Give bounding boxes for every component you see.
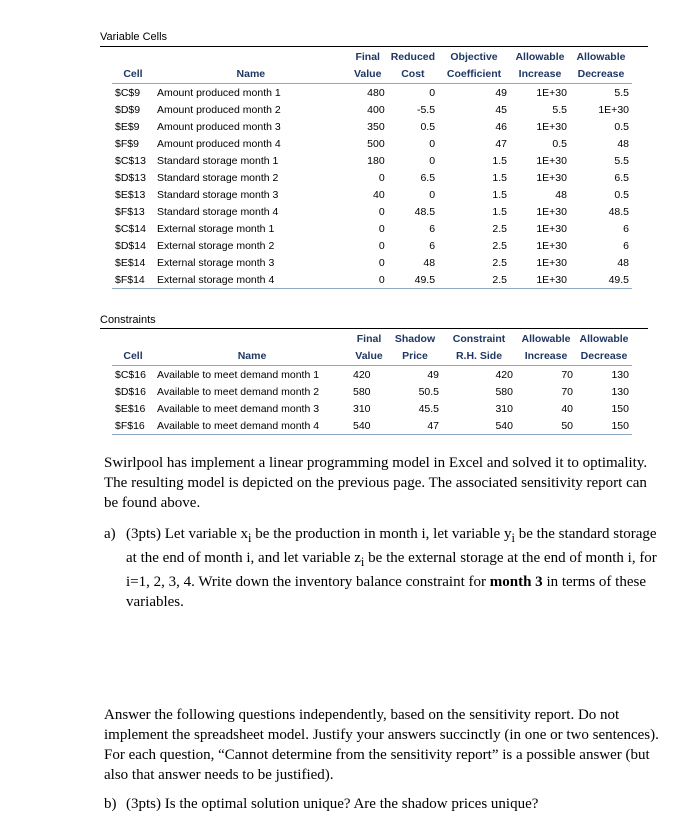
cell-final: 400 bbox=[367, 103, 385, 116]
cell-objective: 2.5 bbox=[438, 271, 510, 289]
cell-final: 310 bbox=[353, 402, 371, 415]
constraints-rule bbox=[100, 328, 648, 329]
table-row bbox=[112, 220, 632, 237]
question-a-label: a) bbox=[104, 526, 116, 542]
cell-cell: $D$13 bbox=[115, 171, 146, 184]
cell-cell: $E$14 bbox=[115, 256, 146, 269]
cell-inc: 1E+30 bbox=[536, 86, 567, 99]
con-header-final-1: Final bbox=[356, 333, 382, 345]
cell-shadow: 45.5 bbox=[418, 402, 439, 415]
qa-part: be the external storage at the end of month i, for i=1, 2, 3, 4. Write down the inventory balance constraint for bbox=[126, 550, 657, 590]
cell-dec: 0.5 bbox=[614, 120, 629, 133]
cell-cell: $C$16 bbox=[115, 368, 146, 381]
cell-cell: $C$14 bbox=[115, 222, 146, 235]
cell-rhs: 310 bbox=[495, 402, 513, 415]
con-header-allow-dec-2: Decrease bbox=[576, 347, 632, 366]
instructions-paragraph: Answer the following questions independently, based on the sensitivity report. Do not implement the spreadsheet model. Justify your answers succinctly (in one or two sentences). For each question, “Cannot determine from the sensitivity report” is a possible answer (but also that answer needs to be justified). bbox=[104, 707, 659, 783]
question-a bbox=[104, 524, 664, 612]
cell-dec: 130 bbox=[611, 385, 629, 398]
cell-final: 0 bbox=[378, 256, 385, 269]
cell-final: 0 bbox=[378, 239, 385, 252]
variable-cells-title: Variable Cells bbox=[100, 31, 168, 43]
header-allow-dec-1: Allowable bbox=[576, 51, 626, 63]
cell-reduced: 48 bbox=[423, 256, 436, 269]
cell-final: 40 bbox=[373, 188, 385, 201]
cell-reduced: 0.5 bbox=[420, 120, 436, 133]
cell-reduced: -5.5 bbox=[416, 103, 436, 116]
cell-objective: 47 bbox=[495, 137, 507, 150]
cell-dec: 1E+30 bbox=[598, 103, 629, 116]
cell-objective: 1.5 bbox=[492, 171, 507, 184]
cell-final: 0 bbox=[378, 222, 385, 235]
qa-part: (3pts) Let variable x bbox=[126, 526, 249, 542]
cell-inc: 5.5 bbox=[552, 103, 567, 116]
cell-inc: 1E+30 bbox=[536, 222, 567, 235]
cell-reduced: 0 bbox=[429, 154, 436, 167]
cell-final: 350 bbox=[367, 120, 385, 133]
cell-name: Available to meet demand month 2 bbox=[157, 385, 320, 398]
cell-rhs: 540 bbox=[442, 417, 516, 435]
table-row bbox=[112, 254, 632, 271]
con-header-rhs-2: R.H. Side bbox=[442, 347, 516, 366]
header-allow-dec-2: Decrease bbox=[570, 65, 632, 84]
con-header-shadow-1: Shadow bbox=[394, 333, 436, 345]
constraints-title: Constraints bbox=[100, 314, 156, 326]
cell-final: 0 bbox=[378, 171, 385, 184]
cell-inc: 0.5 bbox=[552, 137, 567, 150]
cell-cell: $D$14 bbox=[115, 239, 146, 252]
cell-reduced: 0 bbox=[429, 137, 436, 150]
cell-name: Amount produced month 3 bbox=[156, 120, 281, 133]
cell-dec: 150 bbox=[611, 402, 629, 415]
qa-part: be the standard storage at the end of month i, and let variable z bbox=[126, 526, 657, 566]
cell-cell: $F$13 bbox=[115, 205, 145, 218]
cell-final: 0 bbox=[348, 271, 388, 289]
intro-paragraph: Swirlpool has implement a linear programming model in Excel and solved it to optimality. The resulting model is depicted on the previous page. The associated sensitivity report can be found above. bbox=[104, 455, 648, 511]
header-allow-inc-1: Allowable bbox=[515, 51, 565, 63]
cell-name: Standard storage month 4 bbox=[156, 205, 279, 218]
cell-cell: $C$9 bbox=[115, 86, 141, 99]
cell-inc: 40 bbox=[561, 402, 573, 415]
cell-dec: 5.5 bbox=[614, 86, 629, 99]
header-final-1: Final bbox=[355, 51, 380, 63]
cell-final: 500 bbox=[367, 137, 385, 150]
table-row bbox=[112, 186, 632, 203]
cell-objective: 2.5 bbox=[492, 222, 507, 235]
cell-dec: 48.5 bbox=[608, 205, 629, 218]
con-header-shadow-2: Price bbox=[388, 347, 442, 366]
qa-bold: month 3 bbox=[489, 574, 543, 590]
cell-name: Amount produced month 4 bbox=[156, 137, 281, 150]
cell-name: External storage month 1 bbox=[156, 222, 275, 235]
cell-inc: 48 bbox=[555, 188, 567, 201]
cell-name: Amount produced month 2 bbox=[156, 103, 281, 116]
header-objective-2: Coefficient bbox=[438, 65, 510, 84]
cell-dec: 6 bbox=[623, 222, 629, 235]
cell-name: Amount produced month 1 bbox=[156, 86, 281, 99]
cell-name: External storage month 3 bbox=[156, 256, 275, 269]
cell-dec: 130 bbox=[611, 368, 629, 381]
cell-inc: 50 bbox=[516, 417, 576, 435]
header-name: Name bbox=[154, 65, 348, 84]
cell-dec: 48 bbox=[617, 137, 629, 150]
cell-reduced: 6 bbox=[429, 222, 436, 235]
cell-shadow: 50.5 bbox=[418, 385, 439, 398]
qa-part: be the production in month i, let variable y bbox=[251, 526, 512, 542]
cell-objective: 1.5 bbox=[492, 154, 507, 167]
cell-objective: 45 bbox=[495, 103, 507, 116]
cell-inc: 1E+30 bbox=[536, 171, 567, 184]
table-row bbox=[112, 152, 632, 169]
question-b-text: (3pts) Is the optimal solution unique? Are the shadow prices unique? bbox=[126, 796, 539, 812]
cell-inc: 70 bbox=[561, 385, 573, 398]
question-a-text bbox=[126, 524, 664, 612]
con-header-cell: Cell bbox=[112, 347, 154, 366]
con-header-rhs-1: Constraint bbox=[452, 333, 506, 345]
table-row bbox=[112, 135, 632, 152]
table-row bbox=[112, 366, 632, 384]
table-row bbox=[112, 203, 632, 220]
qa-sub: i bbox=[511, 531, 515, 545]
variable-cells-table bbox=[112, 49, 632, 289]
cell-rhs: 420 bbox=[495, 368, 513, 381]
table-row bbox=[112, 417, 632, 435]
header-reduced-2: Cost bbox=[388, 65, 438, 84]
cell-objective: 49 bbox=[495, 86, 507, 99]
cell-inc: 1E+30 bbox=[536, 154, 567, 167]
header-reduced-1: Reduced bbox=[390, 51, 436, 63]
cell-inc: 1E+30 bbox=[536, 239, 567, 252]
qa-part: in terms of these variables. bbox=[126, 574, 646, 610]
cell-final: 580 bbox=[353, 385, 371, 398]
cell-name: Available to meet demand month 1 bbox=[157, 368, 320, 381]
cell-name: Available to meet demand month 3 bbox=[157, 402, 320, 415]
cell-final: 420 bbox=[353, 368, 371, 381]
header-allow-inc-2: Increase bbox=[510, 65, 570, 84]
cell-final: 480 bbox=[367, 86, 385, 99]
cell-reduced: 48.5 bbox=[414, 205, 436, 218]
question-b-label: b) bbox=[104, 796, 117, 812]
cell-reduced: 0 bbox=[429, 86, 436, 99]
cell-shadow: 47 bbox=[388, 417, 442, 435]
con-header-allow-dec-1: Allowable bbox=[579, 333, 629, 345]
table-row bbox=[112, 118, 632, 135]
cell-reduced: 6 bbox=[429, 239, 436, 252]
cell-dec: 48 bbox=[617, 256, 629, 269]
cell-name: Standard storage month 3 bbox=[156, 188, 279, 201]
cell-name: External storage month 2 bbox=[156, 239, 275, 252]
table-row bbox=[112, 383, 632, 400]
cell-rhs: 580 bbox=[495, 385, 513, 398]
table-row bbox=[112, 101, 632, 118]
cell-cell: $D$9 bbox=[115, 103, 141, 116]
cell-cell: $C$13 bbox=[115, 154, 146, 167]
cell-cell: $D$16 bbox=[115, 385, 146, 398]
cell-inc: 70 bbox=[561, 368, 573, 381]
cell-final: 540 bbox=[350, 417, 388, 435]
question-b bbox=[104, 794, 664, 814]
cell-reduced: 6.5 bbox=[420, 171, 436, 184]
cell-name: Standard storage month 2 bbox=[156, 171, 279, 184]
cell-name: Standard storage month 1 bbox=[156, 154, 279, 167]
cell-reduced: 0 bbox=[429, 188, 436, 201]
cell-dec: 5.5 bbox=[614, 154, 629, 167]
cell-cell: $F$16 bbox=[112, 417, 154, 435]
table-row bbox=[112, 400, 632, 417]
cell-inc: 1E+30 bbox=[536, 120, 567, 133]
cell-objective: 2.5 bbox=[492, 256, 507, 269]
cell-name: External storage month 4 bbox=[154, 271, 348, 289]
table-row bbox=[112, 237, 632, 254]
cell-inc: 1E+30 bbox=[510, 271, 570, 289]
header-objective-1: Objective bbox=[450, 51, 498, 63]
cell-final: 180 bbox=[367, 154, 385, 167]
con-header-final-2: Value bbox=[350, 347, 388, 366]
constraints-table bbox=[112, 331, 632, 435]
cell-cell: $E$13 bbox=[115, 188, 146, 201]
cell-reduced: 49.5 bbox=[388, 271, 438, 289]
cell-dec: 150 bbox=[576, 417, 632, 435]
cell-shadow: 49 bbox=[427, 368, 439, 381]
cell-cell: $F$14 bbox=[112, 271, 154, 289]
table-row bbox=[112, 84, 632, 102]
cell-objective: 2.5 bbox=[492, 239, 507, 252]
qa-sub: i bbox=[360, 555, 365, 569]
table-row bbox=[112, 271, 632, 289]
cell-objective: 1.5 bbox=[492, 205, 507, 218]
cell-dec: 6.5 bbox=[614, 171, 629, 184]
cell-final: 0 bbox=[378, 205, 385, 218]
cell-objective: 1.5 bbox=[492, 188, 507, 201]
cell-dec: 0.5 bbox=[614, 188, 629, 201]
con-header-allow-inc-2: Increase bbox=[516, 347, 576, 366]
header-final-2: Value bbox=[348, 65, 388, 84]
cell-cell: $F$9 bbox=[115, 137, 139, 150]
cell-dec: 49.5 bbox=[570, 271, 632, 289]
qa-sub: i bbox=[248, 531, 252, 545]
cell-inc: 1E+30 bbox=[536, 256, 567, 269]
table-row bbox=[112, 169, 632, 186]
cell-dec: 6 bbox=[623, 239, 629, 252]
cell-cell: $E$16 bbox=[115, 402, 146, 415]
cell-objective: 46 bbox=[495, 120, 507, 133]
cell-cell: $E$9 bbox=[115, 120, 140, 133]
con-header-allow-inc-1: Allowable bbox=[521, 333, 571, 345]
cell-inc: 1E+30 bbox=[536, 205, 567, 218]
cell-name: Available to meet demand month 4 bbox=[154, 417, 350, 435]
variable-cells-rule bbox=[100, 46, 648, 47]
header-cell: Cell bbox=[112, 65, 154, 84]
con-header-name: Name bbox=[154, 347, 350, 366]
